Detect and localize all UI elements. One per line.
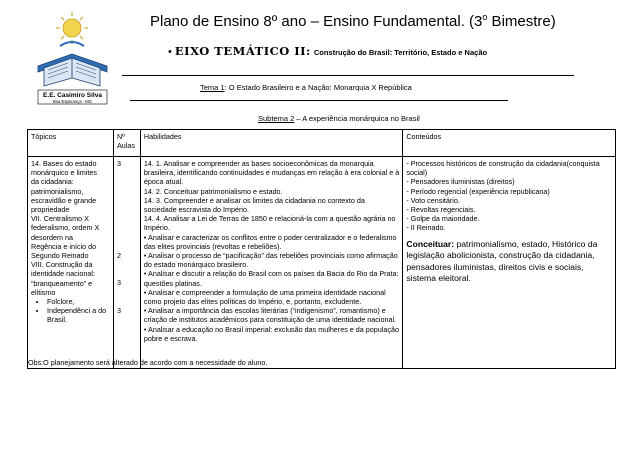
topico-line: VII. Centralismo X [31, 214, 89, 224]
table-header-row [28, 130, 616, 157]
topico-line: da cidadania: [31, 177, 74, 187]
conteudo-item: - Pensadores iluministas (direitos) [406, 177, 515, 187]
topico-line: 14. Bases do estado [31, 159, 97, 168]
topico-line: patrimonialismo, [31, 186, 84, 196]
header-topicos: Tópicos [28, 130, 114, 157]
topico-line: Regência e início do [31, 241, 97, 251]
conteudos-cell [403, 157, 616, 369]
topico-line: VIII. Construção da [31, 260, 93, 270]
topico-line: identidade nacional: [31, 269, 95, 279]
header-divider [122, 75, 574, 76]
header-aulas: Nº Aulas [113, 130, 140, 157]
conceituar-label: Conceituar: [406, 238, 455, 249]
page-title [150, 12, 556, 30]
tema-divider [130, 100, 508, 101]
habilidade-item: • Analisar a importância das escolas literárias (“indigenismo”, romantismo) e criação de institutos acadêmicos para constituição de uma identidade nacional. [143, 306, 397, 325]
title-main: Plano de Ensino 8º ano – Ensino Fundamental. (3 [150, 13, 483, 30]
aulas-value: 3 [116, 278, 121, 288]
conteudo-item: - Processos históricos de construção da cidadania(conquista social) [406, 159, 600, 178]
topicos-bullet-list [31, 297, 110, 325]
aulas-value: 3 [116, 159, 121, 168]
logo-school-name: E.E. Casimiro Silva [43, 92, 102, 99]
tema-text: : O Estado Brasileiro e a Nação: Monarquia X República [224, 83, 412, 92]
subtema-text: – A experiência monárquica no Brasil [294, 114, 420, 123]
aulas-value: 2 [116, 251, 121, 261]
school-logo [30, 6, 115, 106]
topico-line: monárquico e limites [31, 168, 97, 178]
habilidade-item: • Analisar e caracterizar os conflitos entre o poder centralizador e o federalismo das elites provinciais (revoltas e rebeliões). [143, 232, 397, 251]
title-superscript: o [482, 12, 488, 22]
topico-line: elitismo [31, 287, 56, 297]
conceituar-text: patrimonialismo, estado, Histórico da legislação abolicionista, construção da cidadania, pensadores iluministas, direitos civis e sociais, sistema eleitoral. [406, 238, 598, 284]
header-habilidades: Habilidades [140, 130, 402, 157]
observation-note: Obs:O planejamento será alterado de acordo com a necessidade do aluno. [28, 358, 268, 367]
topico-line: propriedade [31, 205, 70, 215]
topico-line: federalismo, ordem X [31, 223, 100, 233]
habilidade-item: 14. 1. Analisar e compreender as bases socioeconômicas da monarquia brasileira, identificando continuidades e mudanças em relação à era colonial e à época atual. [143, 159, 400, 187]
habilidade-item: 14. 2. Conceituar patrimonialismo e estado. [143, 186, 283, 196]
habilidade-item: • Analisar o processo de “pacificação” das rebeliões provinciais como afirmação do estado monárquico brasileiro. [143, 251, 398, 270]
habilidade-item: • Analisar a educação no Brasil imperial: exclusão das mulheres e da população pobre e escrava. [143, 324, 399, 343]
conteudo-item: - II Reinado. [406, 223, 446, 233]
eixo-line [168, 44, 487, 58]
topico-line: escravidão e grande [31, 195, 97, 205]
topico-line: desordem na [31, 232, 73, 242]
header-conteudos: Conteúdos [403, 130, 616, 157]
plan-table [27, 129, 616, 369]
logo-school-city: Boa Esperança - MG [52, 99, 93, 104]
aulas-cell [113, 157, 140, 369]
tema-label: Tema 1 [200, 83, 225, 92]
list-item: • Independênci a do Brasil. [47, 306, 110, 324]
conceituar-block [406, 239, 612, 285]
tema-line [200, 83, 412, 92]
conteudo-item: - Período regencial (experiência republicana) [406, 186, 550, 196]
topico-line: “branqueamento” e [31, 278, 93, 288]
subtema-label: Subtema 2 [258, 114, 295, 123]
habilidade-item: • Analisar e compreender a formulação de uma primeira identidade nacional como projeto das elites políticas do Império, e, portanto, excludente. [143, 287, 386, 307]
aulas-value: 3 [116, 305, 121, 315]
habilidade-item: 14. 4. Analisar a Lei de Terras de 1850 e relacioná-la com a questão agrária no Império. [143, 214, 396, 233]
table-row [28, 157, 616, 369]
topico-line: Segundo Reinado [31, 251, 89, 261]
subtema-line [258, 114, 420, 123]
habilidade-item: • Analisar e discutir a relação do Brasil com os países da Bacia do Rio da Prata: questões platinas. [143, 269, 399, 288]
eixo-label: EIXO TEMÁTICO II: [174, 44, 311, 58]
topicos-cell [28, 157, 114, 369]
habilidade-item: 14. 3. Compreender e analisar os limites da cidadania no contexto da sociedade escravista do Império. [143, 195, 365, 215]
bullet-icon: • [168, 46, 172, 58]
eixo-text: Construção do Brasil: Território, Estado e Nação [313, 48, 488, 57]
title-end: Bimestre) [487, 13, 556, 30]
conteudo-item: - Revoltas regenciais. [406, 205, 476, 215]
conteudo-item: - Voto censitário. [406, 195, 460, 205]
conteudo-item: - Golpe da maioridade. [406, 214, 480, 224]
habilidades-cell [140, 157, 402, 369]
list-item: • Folclore, [47, 297, 110, 306]
